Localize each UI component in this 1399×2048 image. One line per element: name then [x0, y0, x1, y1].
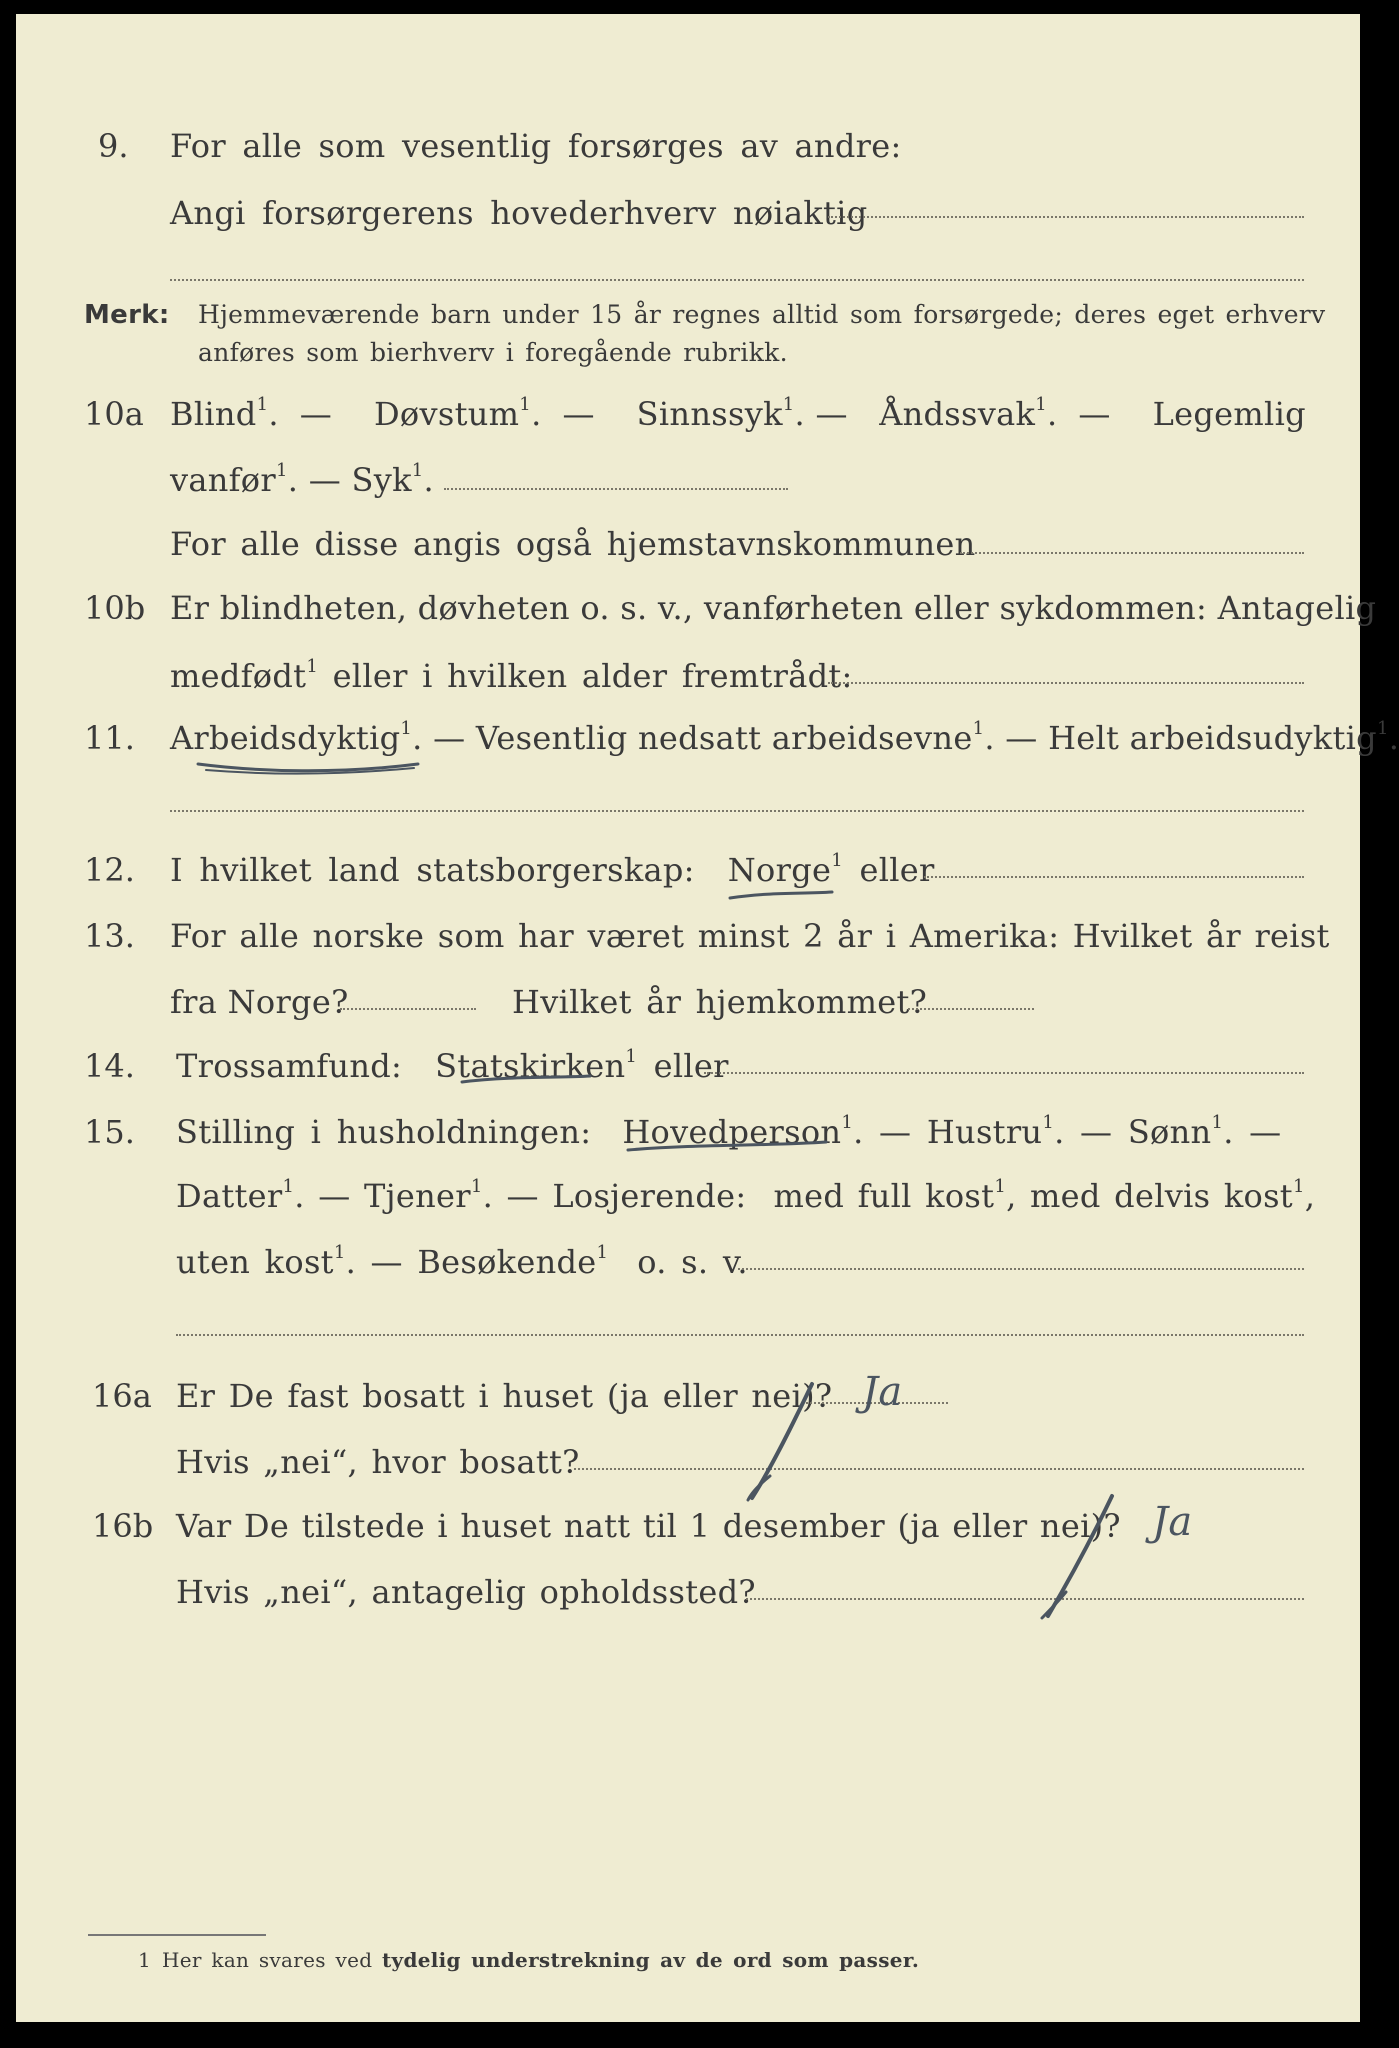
- q12-line: I hvilket land statsborgerskap: Norge$^1$ eller: [170, 850, 935, 889]
- option-dovstum: Døvstum: [373, 395, 520, 433]
- q10b-number: 10b: [84, 589, 146, 627]
- footnote-marker: 1: [138, 1948, 152, 1972]
- option-sonn: Sønn: [1127, 1113, 1212, 1151]
- option-sinnssyk: Sinnssyk: [636, 395, 783, 433]
- q13-fra-norge: fra Norge?: [170, 983, 349, 1021]
- q14-line: Trossamfund: Statskirken$^1$ eller: [176, 1046, 729, 1085]
- q10b-line2: medfødt$^1$ eller i hvilken alder fremtrådt:: [170, 656, 853, 695]
- option-syk: Syk: [351, 461, 412, 499]
- q16a-handwritten-answer: Ja: [862, 1369, 903, 1415]
- q13-number: 13.: [84, 917, 135, 955]
- q16b-line2: Hvis „nei“, antagelig opholdssted?: [176, 1573, 756, 1611]
- option-andssvak: Åndssvak: [879, 395, 1036, 433]
- q13-hjemkommet: Hvilket år hjemkommet?: [512, 983, 928, 1021]
- q10a-line1: Blind$^1$. — Døvstum$^1$. — Sinnssyk$^1$. — Åndssvak$^1$. — Legemlig: [170, 394, 1306, 433]
- q9-number: 9.: [98, 127, 129, 165]
- option-hovedperson: Hovedperson: [622, 1113, 842, 1151]
- option-statskirken: Statskirken: [435, 1047, 626, 1085]
- option-medfodt: medfødt: [170, 657, 307, 695]
- option-vanfor: vanfør: [170, 461, 276, 499]
- option-full-kost: med full kost: [773, 1177, 995, 1215]
- q9-answer-line: [828, 216, 1304, 218]
- option-datter: Datter: [176, 1177, 283, 1215]
- option-arbeidsdyktig: Arbeidsdyktig: [170, 719, 401, 757]
- option-vesentlig-nedsatt: Vesentlig nedsatt arbeidsevne: [475, 719, 973, 757]
- q15-number: 15.: [84, 1113, 135, 1151]
- q15-answer-line: [738, 1268, 1304, 1270]
- option-besokende: Besøkende: [417, 1243, 597, 1281]
- q15-line3: uten kost$^1$. — Besøkende$^1$ o. s. v.: [176, 1242, 748, 1281]
- option-hustru: Hustru: [926, 1113, 1043, 1151]
- q11-line: Arbeidsdyktig$^1$. — Vesentlig nedsatt arbeidsevne$^1$. — Helt arbeidsudyktig$^1$.: [170, 718, 1399, 757]
- q10a-number: 10a: [84, 395, 144, 433]
- q10b-answer-line: [828, 682, 1304, 684]
- q9-line2: Angi forsørgerens hovederhverv nøiaktig: [170, 194, 868, 232]
- q16b-opholdssted-line: [746, 1598, 1304, 1600]
- option-legemlig: Legemlig: [1152, 395, 1306, 433]
- option-delvis-kost: med delvis kost: [1030, 1177, 1293, 1215]
- merk-line2: anføres som bierhverv i foregående rubrikk.: [198, 338, 788, 367]
- q16a-bosatt-line: [574, 1468, 1304, 1470]
- q10a-hjemstavn-line: [960, 552, 1304, 554]
- option-uten-kost: uten kost: [176, 1243, 334, 1281]
- q16b-number: 16b: [92, 1507, 154, 1545]
- q10a-line3: For alle disse angis også hjemstavnskommunen: [170, 525, 976, 563]
- q14-number: 14.: [84, 1047, 135, 1085]
- footnote-rule: [88, 1934, 266, 1936]
- q14-answer-line: [704, 1072, 1304, 1074]
- q12-answer-line: [924, 876, 1304, 878]
- q9-answer-line-2: [170, 279, 1304, 281]
- q11-number: 11.: [84, 719, 135, 757]
- footnote-bold: tydelig understrekning av de ord som passer.: [381, 1948, 920, 1972]
- merk-line1: Hjemmeværende barn under 15 år regnes alltid som forsørgede; deres eget erhverv: [198, 300, 1326, 329]
- q15-line1: Stilling i husholdningen: Hovedperson$^1$. — Hustru$^1$. — Sønn$^1$. —: [176, 1112, 1282, 1151]
- q10a-answer-line: [444, 488, 788, 490]
- merk-label: Merk:: [84, 300, 170, 330]
- q16b-line1: Var De tilstede i huset natt til 1 desember (ja eller nei)?: [176, 1507, 1121, 1545]
- q11-answer-line: [170, 810, 1304, 812]
- option-tjener: Tjener: [363, 1177, 471, 1215]
- q16a-line2: Hvis „nei“, hvor bosatt?: [176, 1443, 580, 1481]
- q16a-line1: Er De fast bosatt i huset (ja eller nei)?: [176, 1377, 833, 1415]
- q13-line1: For alle norske som har været minst 2 år i Amerika: Hvilket år reist: [170, 917, 1330, 955]
- option-blind: Blind: [170, 395, 257, 433]
- q15-answer-line-2: [176, 1334, 1304, 1336]
- q16b-handwritten-answer: Ja: [1152, 1499, 1193, 1545]
- q10a-line2: vanfør$^1$. — Syk$^1$.: [170, 460, 435, 499]
- q12-number: 12.: [84, 851, 135, 889]
- option-norge: Norge: [727, 851, 832, 889]
- q16a-number: 16a: [92, 1377, 152, 1415]
- option-helt-arbeidsudyktig: Helt arbeidsudyktig: [1048, 719, 1377, 757]
- q9-line1: For alle som vesentlig forsørges av andre:: [170, 127, 902, 165]
- q13-hjemkommet-line: [908, 1008, 1034, 1010]
- footnote-text: Her kan svares ved tydelig understrekning av de ord som passer.: [162, 1948, 920, 1972]
- q10b-line1: Er blindheten, døvheten o. s. v., vanførheten eller sykdommen: Antagelig: [170, 589, 1377, 627]
- q13-reist-line: [340, 1008, 476, 1010]
- q15-line2: Datter$^1$. — Tjener$^1$. — Losjerende: med full kost$^1$, med delvis kost$^1$,: [176, 1176, 1316, 1215]
